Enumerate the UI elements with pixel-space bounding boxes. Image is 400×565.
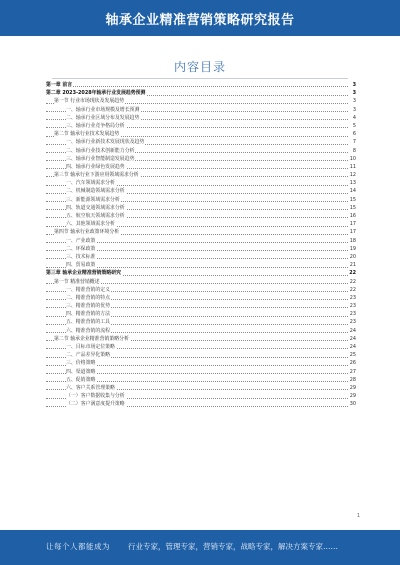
- toc-entry-page: 3: [352, 106, 356, 113]
- page-number: 1: [356, 513, 360, 519]
- toc-entry-page: 12: [349, 172, 356, 179]
- toc-entry-title: 二、机械制造领域需求分析: [66, 188, 125, 195]
- toc-entry-title: 三、轴承行业智能制造发展趋势: [66, 155, 135, 162]
- toc-entry-page: 24: [349, 335, 356, 342]
- toc-entry-title: 一、轴承行业新技术发展现状及趋势: [66, 139, 145, 146]
- toc-entry-title: 第一节 精准营销概述: [54, 278, 100, 285]
- toc-subsection-row[interactable]: [46, 204, 356, 212]
- toc-chapter-row[interactable]: [46, 269, 356, 277]
- toc-entry-title: 第二节 轴承企业精准营销策略分析: [54, 335, 129, 342]
- toc-subsection-row[interactable]: [46, 327, 356, 335]
- toc-subsection-row[interactable]: [46, 359, 356, 367]
- toc-section-row[interactable]: [46, 278, 356, 286]
- toc-subsection-row[interactable]: [46, 196, 356, 204]
- footer-slogan: 让每个人都能成为: [46, 542, 110, 551]
- toc-section-row[interactable]: [46, 171, 356, 179]
- toc-entry-title: 一、目标市场定位策略: [66, 344, 115, 350]
- toc-entry-page: 22: [349, 286, 356, 293]
- toc-entry-title: 六、客户关系管理策略: [66, 384, 115, 391]
- toc-entry-title: 第二章 2023-2028年轴承行业发展趋势预测: [46, 90, 146, 97]
- toc-entry-page: 27: [349, 368, 356, 375]
- toc-section-row[interactable]: [46, 228, 356, 236]
- toc-subsection-row[interactable]: [46, 368, 356, 376]
- toc-entry-title: 四、轨道交通领域需求分析: [66, 204, 125, 211]
- toc-entry-title: 三、技术标准: [66, 253, 96, 260]
- toc-entry-title: 第二节 轴承行业技术发展趋势: [54, 131, 120, 138]
- toc-subsection-row[interactable]: [46, 302, 356, 310]
- toc-entry-page: 23: [349, 319, 356, 326]
- toc-subsection-row[interactable]: [46, 179, 356, 187]
- toc-subsection-row[interactable]: [46, 187, 356, 195]
- toc-entry-page: 16: [349, 213, 356, 219]
- toc-entry-title: 四、精准营销的方法: [66, 311, 111, 318]
- toc-entry-title: 第一章 前言: [46, 82, 73, 88]
- toc-entry-title: 二、产品差异化策略: [66, 352, 111, 359]
- toc-entry-title: 第三章 轴承企业精准营销策略研究: [46, 270, 122, 277]
- toc-entry-title: 一、产业政策: [66, 237, 96, 244]
- toc-entry-page: 4: [352, 114, 356, 121]
- toc-heading: 内容目录: [173, 60, 226, 74]
- toc-entry-page: 13: [349, 180, 356, 187]
- toc-entry-page: 7: [352, 139, 356, 146]
- toc-section-row[interactable]: [46, 130, 356, 138]
- toc-entry-page: 6: [352, 131, 356, 138]
- toc-entry-page: 20: [349, 253, 356, 260]
- toc-entry-title: 五、航空航天领域需求分析: [66, 213, 125, 219]
- toc-entry-page: 30: [349, 401, 356, 408]
- toc-chapter-row[interactable]: [46, 81, 356, 89]
- toc-subsection-row[interactable]: [46, 343, 356, 351]
- toc-subsection-row[interactable]: [46, 376, 356, 384]
- toc-subsection-row[interactable]: [46, 212, 356, 220]
- toc-entry-page: 3: [352, 82, 356, 88]
- toc-entry-page: 11: [349, 163, 356, 170]
- toc-entry-page: 25: [349, 352, 356, 359]
- toc-entry-page: 22: [349, 278, 356, 285]
- toc-subsection-row[interactable]: [46, 400, 356, 408]
- toc-leader-dots: [46, 86, 348, 87]
- toc-entry-page: 23: [349, 311, 356, 318]
- toc-entry-title: 二、轴承行业区域分布及发展趋势: [66, 114, 140, 121]
- toc-entry-title: 三、精准营销的优势: [66, 303, 111, 310]
- toc-subsection-row[interactable]: [46, 163, 356, 171]
- toc-subsection-row[interactable]: [46, 245, 356, 253]
- toc-chapter-row[interactable]: [46, 89, 356, 97]
- toc-entry-title: 一、汽车领域需求分析: [66, 180, 115, 187]
- toc-subsection-row[interactable]: [46, 253, 356, 261]
- toc-subsection-row[interactable]: [46, 138, 356, 146]
- toc-entry-title: 二、精准营销的特点: [66, 294, 111, 301]
- toc-subsection-row[interactable]: [46, 318, 356, 326]
- toc-entry-title: 第一节 行业市场现状及发展趋势: [54, 98, 125, 105]
- toc-entry-page: 3: [352, 98, 356, 105]
- table-of-contents: [46, 81, 356, 409]
- toc-entry-title: 第四节 轴承行业政策环境分析: [54, 229, 120, 236]
- toc-entry-title: 第三节 轴承行业下游应用领域需求分析: [54, 172, 139, 179]
- toc-entry-page: 24: [349, 344, 356, 350]
- toc-entry-page: 10: [349, 155, 356, 162]
- toc-entry-page: 17: [349, 221, 356, 228]
- toc-entry-page: 18: [349, 237, 356, 244]
- toc-entry-title: 三、价格策略: [66, 360, 96, 367]
- toc-entry-page: 28: [349, 376, 356, 383]
- toc-entry-title: 三、新能源领域需求分析: [66, 196, 120, 203]
- toc-entry-page: 23: [349, 294, 356, 301]
- report-footer-band: [0, 530, 400, 565]
- toc-entry-title: 四、渠道策略: [66, 368, 96, 375]
- toc-entry-title: 二、环保政策: [66, 245, 96, 252]
- toc-subsection-row[interactable]: [46, 114, 356, 122]
- toc-entry-page: 14: [349, 188, 356, 195]
- toc-subsection-row[interactable]: [46, 294, 356, 302]
- toc-subsection-row[interactable]: [46, 392, 356, 400]
- toc-entry-title: 一、精准营销的定义: [66, 286, 111, 293]
- toc-subsection-row[interactable]: [46, 147, 356, 155]
- toc-entry-title: 五、促销策略: [66, 376, 96, 383]
- toc-entry-title: 三、轴承行业竞争格局分析: [66, 122, 125, 129]
- toc-entry-page: 23: [349, 303, 356, 310]
- toc-subsection-row[interactable]: [46, 384, 356, 392]
- toc-entry-page: 21: [349, 262, 356, 269]
- toc-entry-title: 四、轴承行业绿色发展趋势: [66, 163, 125, 170]
- toc-subsection-row[interactable]: [46, 351, 356, 359]
- toc-entry-title: 四、贸易政策: [66, 262, 96, 269]
- toc-entry-page: 29: [349, 393, 356, 400]
- toc-entry-title: 六、精准营销的流程: [66, 327, 111, 334]
- toc-entry-page: 8: [352, 147, 356, 154]
- toc-subsection-row[interactable]: [46, 122, 356, 130]
- toc-subsection-row[interactable]: [46, 310, 356, 318]
- toc-divider: [52, 78, 348, 79]
- toc-entry-title: 一、轴承行业市场规模及增长预测: [66, 106, 140, 113]
- report-title: 轴承企业精准营销策略研究报告: [105, 13, 295, 28]
- toc-entry-page: 24: [349, 327, 356, 334]
- toc-entry-title: 五、精准营销的工具: [66, 319, 111, 326]
- footer-tagline: 行业专家，管理专家，营销专家，战略专家，解决方案专家……: [128, 542, 338, 551]
- toc-subsection-row[interactable]: [46, 220, 356, 228]
- toc-section-row[interactable]: [46, 97, 356, 105]
- toc-entry-page: 22: [349, 270, 356, 277]
- toc-entry-page: 15: [349, 196, 356, 203]
- toc-subsection-row[interactable]: [46, 237, 356, 245]
- toc-entry-title: 六、其他领域需求分析: [66, 221, 115, 228]
- toc-entry-page: 5: [352, 122, 356, 129]
- toc-entry-title: 二、轴承行业技术创新能力分析: [66, 147, 135, 154]
- report-header-band: [0, 0, 400, 36]
- toc-subsection-row[interactable]: [46, 286, 356, 294]
- toc-entry-page: 3: [352, 90, 356, 97]
- toc-subsection-row[interactable]: [46, 106, 356, 114]
- toc-entry-page: 19: [349, 245, 356, 252]
- toc-section-row[interactable]: [46, 335, 356, 343]
- toc-subsection-row[interactable]: [46, 155, 356, 163]
- toc-entry-page: 17: [349, 229, 356, 236]
- toc-entry-page: 29: [349, 384, 356, 391]
- toc-subsection-row[interactable]: [46, 261, 356, 269]
- toc-entry-page: 26: [349, 360, 356, 367]
- toc-entry-page: 15: [349, 204, 356, 211]
- toc-entry-title: （二）客户满意度提升策略: [66, 401, 125, 408]
- toc-entry-title: （一）客户数据收集与分析: [66, 393, 125, 400]
